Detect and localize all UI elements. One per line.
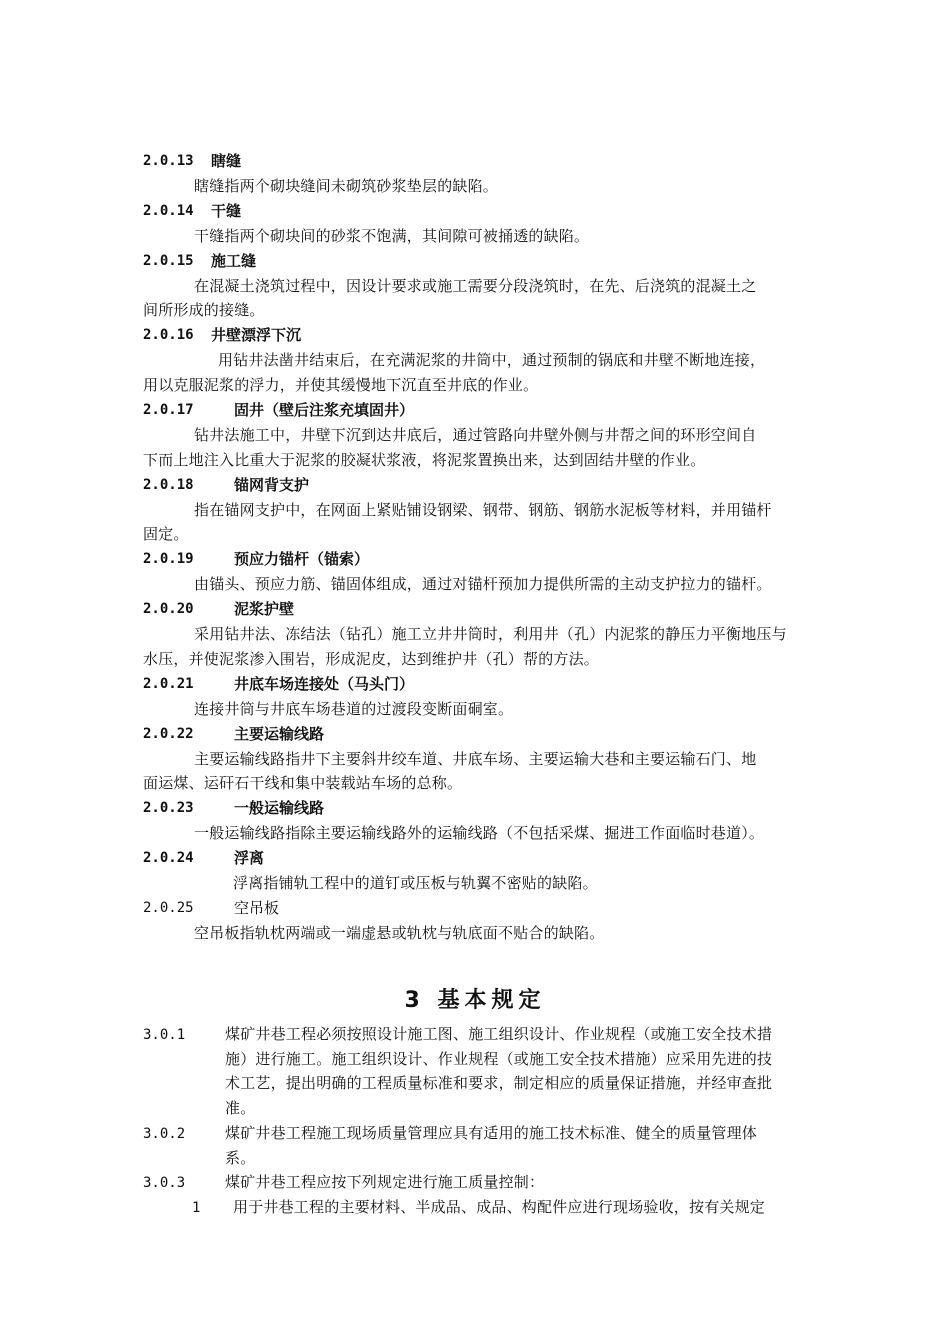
term-number: 2.0.24 [143,850,194,866]
term-title: 预应力锚杆（锚索） [234,550,370,568]
term-definition: 浮离指铺轨工程中的道钉或压板与轨翼不密贴的缺陷。 [233,874,598,892]
term-number: 2.0.16 [143,327,194,343]
clause-text: 施）进行施工。施工组织设计、作业规程（或施工安全技术措施）应采用先进的技 [225,1050,773,1068]
term-definition: 指在锚网支护中，在网面上紧贴铺设钢梁、钢带、钢筋、钢筋水泥板等材料，并用锚杆 [194,501,772,519]
term-title: 施工缝 [211,252,257,270]
term-definition: 连接井筒与井底车场巷道的过渡段变断面硐室。 [194,700,514,718]
term-number: 2.0.17 [143,402,194,418]
term-title: 一般运输线路 [234,799,325,817]
item-number: 1 [192,1200,201,1216]
clause-text: 煤矿井巷工程施工现场质量管理应具有适用的施工技术标准、健全的质量管理体 [225,1124,758,1142]
term-number: 2.0.19 [143,551,194,567]
clause-text: 煤矿井巷工程应按下列规定进行施工质量控制： [225,1173,545,1191]
clause-text: 准。 [225,1099,256,1117]
term-definition: 一般运输线路指除主要运输线路外的运输线路（不包括采煤、掘进工作面临时巷道）。 [194,824,765,842]
term-title: 井底车场连接处（马头门） [234,675,415,693]
term-number: 2.0.14 [143,203,194,219]
term-definition: 钻井法施工中，井壁下沉到达井底后，通过管路向井壁外侧与井帮之间的环形空间自 [194,426,757,444]
term-title: 泥浆护壁 [234,600,295,618]
clause-text: 术工艺，提出明确的工程质量标准和要求，制定相应的质量保证措施，并经审查批 [225,1074,773,1092]
term-definition: 瞎缝指两个砌块缝间未砌筑砂浆垫层的缺陷。 [194,177,499,195]
term-number: 2.0.21 [143,676,194,692]
term-definition: 固定。 [143,525,189,543]
term-title: 干缝 [211,202,242,220]
term-definition: 干缝指两个砌块间的砂浆不饱满，其间隙可被捅透的缺陷。 [194,227,590,245]
chapter-title: 3 基本规定 [404,988,546,1013]
clause-number: 3.0.3 [143,1175,186,1191]
term-title: 空吊板 [234,899,280,917]
term-title: 固井（壁后注浆充填固井） [234,401,415,419]
term-number: 2.0.13 [143,153,194,169]
term-number: 2.0.23 [143,800,194,816]
term-number: 2.0.25 [143,900,194,916]
term-definition: 用钻井法凿井结束后，在充满泥浆的井筒中，通过预制的锅底和井壁不断地连接， [218,351,766,369]
term-title: 井壁漂浮下沉 [211,326,302,344]
term-title: 主要运输线路 [234,725,325,743]
term-number: 2.0.15 [143,253,194,269]
clause-text: 系。 [225,1149,256,1167]
term-definition: 由锚头、预应力筋、锚固体组成，通过对锚杆预加力提供所需的主动支护拉力的锚杆。 [194,575,772,593]
term-definition: 下而上地注入比重大于泥浆的胶凝状浆液，将泥浆置换出来，达到固结井壁的作业。 [143,451,706,469]
clause-number: 3.0.1 [143,1027,186,1043]
term-definition: 空吊板指轨枕两端或一端虚悬或轨枕与轨底面不贴合的缺陷。 [194,924,605,942]
clause-text: 煤矿井巷工程必须按照设计施工图、施工组织设计、作业规程（或施工安全技术措 [225,1025,773,1043]
term-definition: 面运煤、运矸石干线和集中装载站车场的总称。 [143,774,463,792]
term-definition: 采用钻井法、冻结法（钻孔）施工立井井筒时，利用井（孔）内泥浆的静压力平衡地压与 [194,625,787,643]
term-title: 锚网背支护 [234,476,310,494]
item-text: 用于井巷工程的主要材料、半成品、成品、构配件应进行现场验收，按有关规定 [233,1198,766,1216]
term-definition: 水压，并使泥浆渗入围岩，形成泥皮，达到维护井（孔）帮的方法。 [143,650,600,668]
term-title: 浮离 [234,849,265,867]
term-number: 2.0.20 [143,601,194,617]
term-definition: 间所形成的接缝。 [143,301,265,319]
term-definition: 用以克服泥浆的浮力，并使其缓慢地下沉直至井底的作业。 [143,376,539,394]
term-title: 瞎缝 [211,152,242,170]
clause-number: 3.0.2 [143,1126,186,1142]
term-number: 2.0.22 [143,726,194,742]
term-definition: 主要运输线路指井下主要斜井绞车道、井底车场、主要运输大巷和主要运输石门、地 [194,750,757,768]
term-definition: 在混凝土浇筑过程中，因设计要求或施工需要分段浇筑时，在先、后浇筑的混凝土之 [194,277,757,295]
term-number: 2.0.18 [143,477,194,493]
